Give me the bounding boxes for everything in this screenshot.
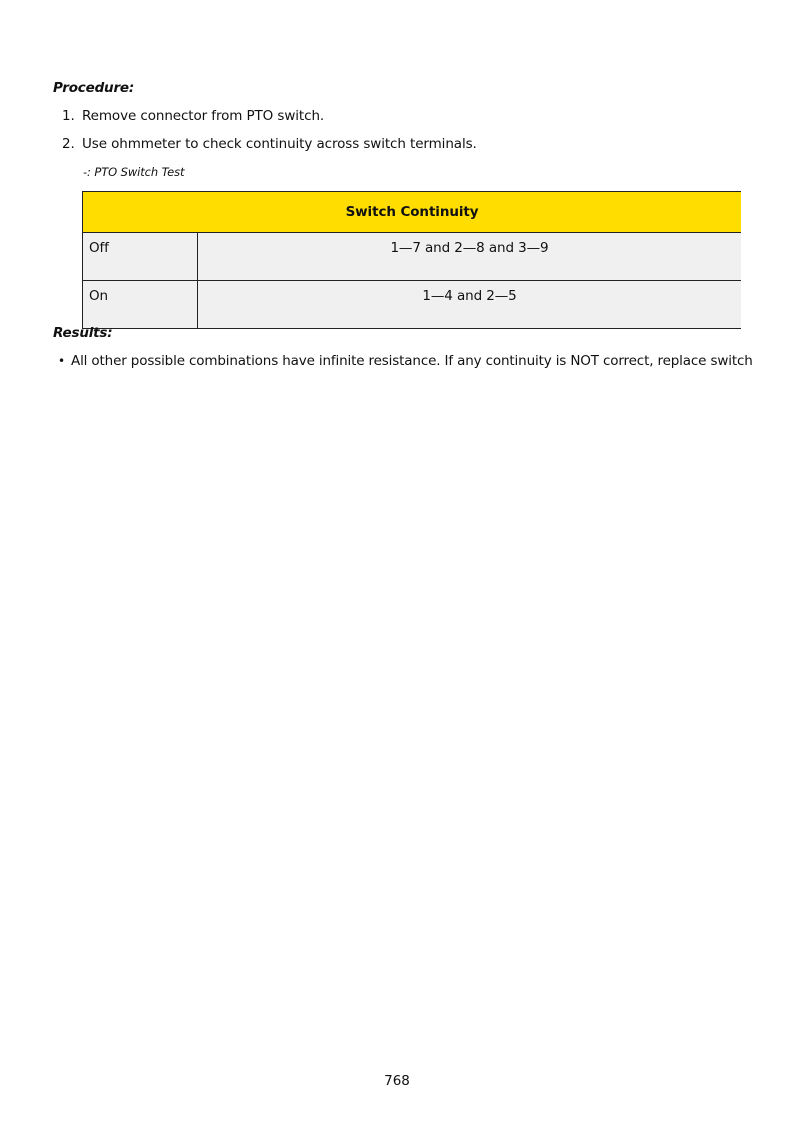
procedure-heading: Procedure: [53, 80, 135, 96]
step-text: Use ohmmeter to check continuity across switch terminals. [82, 136, 477, 152]
condition-cell: On [83, 281, 198, 329]
page-number: 768 [384, 1073, 410, 1089]
bullet-icon: • [58, 354, 65, 368]
table-row [83, 281, 742, 329]
condition-cell: Off [83, 233, 198, 281]
continuity-cell: 1—4 and 2—5 [198, 281, 742, 329]
procedure-step-2 [62, 136, 477, 152]
step-number: 2. [62, 136, 75, 152]
table-row [83, 233, 742, 281]
procedure-step-1 [62, 108, 324, 124]
results-item-text: All other possible combinations have infinite resistance. If any continuity is NOT correct, replace switch [71, 353, 753, 369]
continuity-cell: 1—7 and 2—8 and 3—9 [198, 233, 742, 281]
step-text: Remove connector from PTO switch. [82, 108, 325, 124]
results-item [58, 353, 753, 369]
table-caption: -: PTO Switch Test [83, 165, 185, 179]
step-number: 1. [62, 108, 75, 124]
table-header-row [83, 192, 742, 233]
table-header: Switch Continuity [83, 192, 742, 233]
results-heading: Results: [53, 325, 113, 341]
switch-continuity-table [82, 191, 741, 329]
